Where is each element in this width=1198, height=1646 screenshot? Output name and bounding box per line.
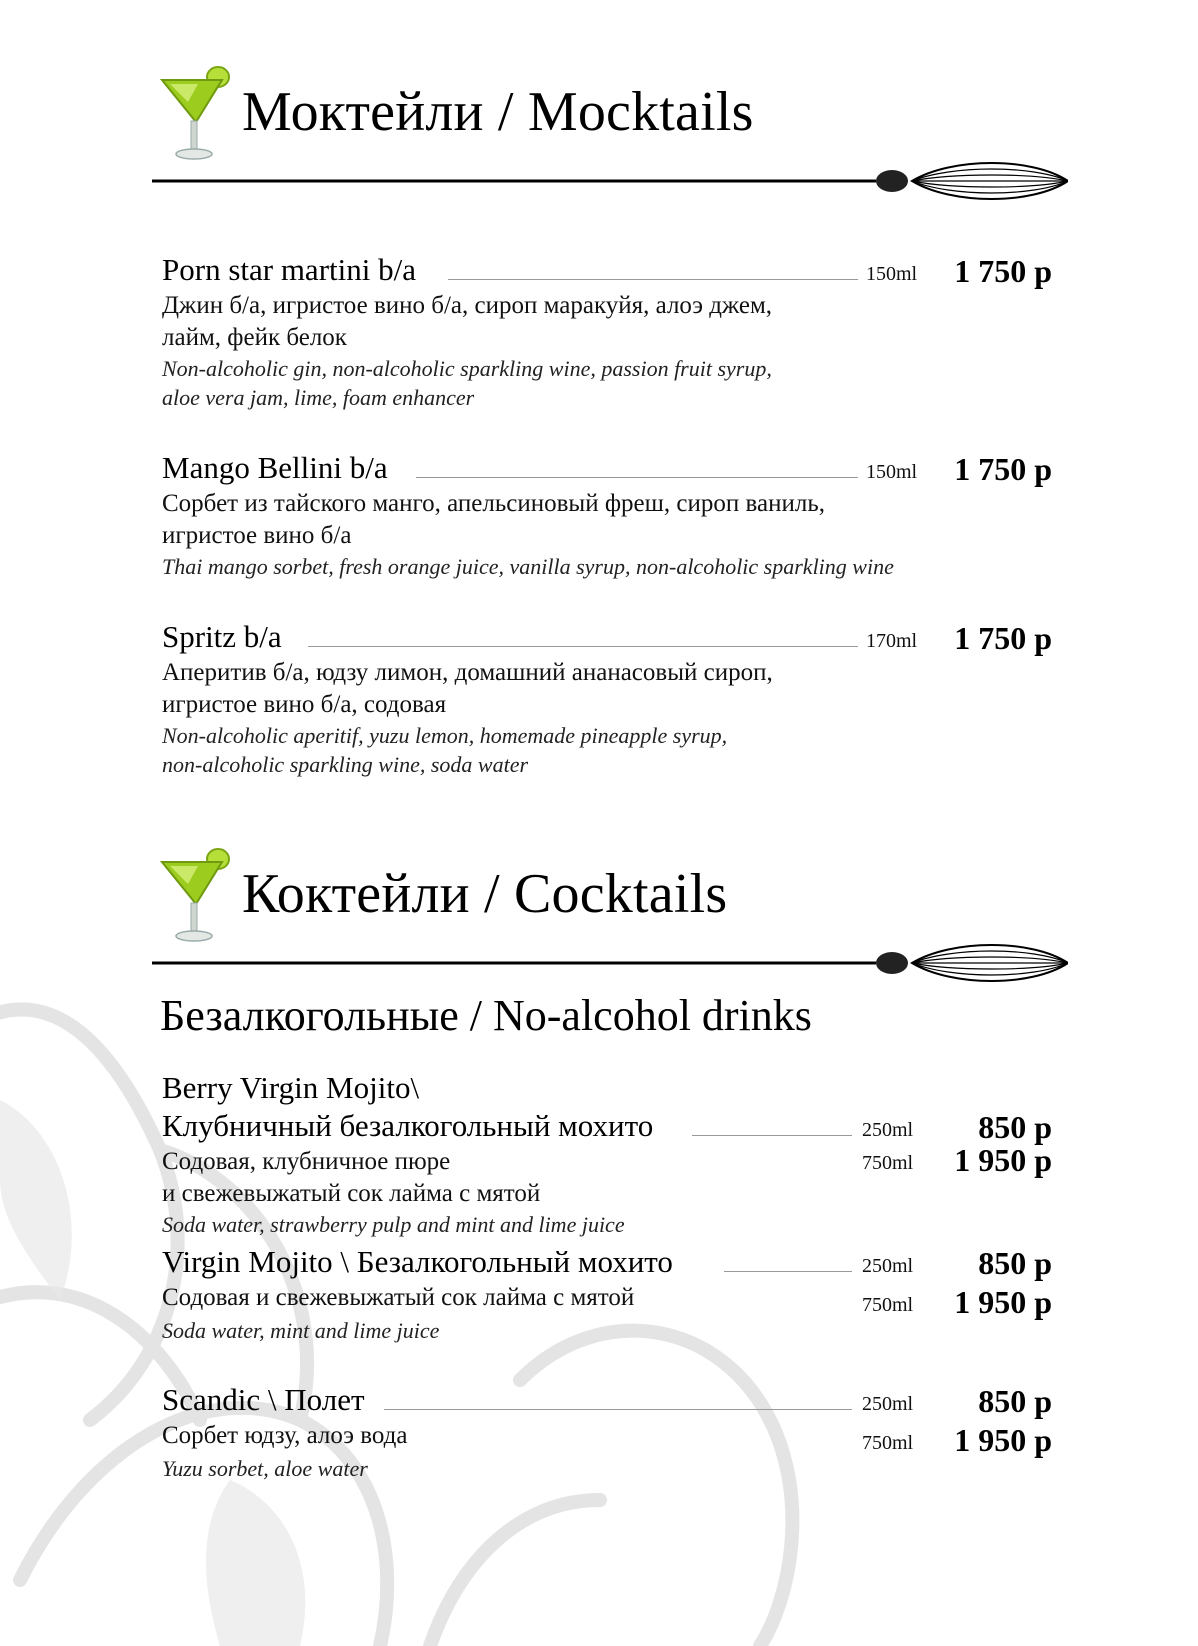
menu-item [162,1380,1052,1483]
dotted-leader [416,477,858,478]
menu-item [162,1070,1052,1239]
whisk-divider-icon [152,161,1068,201]
item-name: Porn star martini b/a [162,252,416,287]
item-volume-large: 750ml [862,1432,914,1454]
item-description-ru: Содовая и свежевыжатый сок лайма с мятой [162,1284,635,1311]
item-description-ru: Сорбет юдзу, алоэ вода [162,1422,408,1449]
margarita-glass-icon [158,66,232,162]
item-price: 1 750 р [954,620,1052,656]
dotted-leader [692,1135,852,1136]
item-volume-large: 750ml [862,1294,914,1316]
item-volume: 250ml [862,1255,914,1277]
item-price: 1 750 р [954,253,1052,289]
item-volume: 150ml [866,263,918,285]
item-price-large: 1 950 р [954,1142,1052,1178]
item-price-large: 1 950 р [954,1422,1052,1458]
dotted-leader [448,279,858,280]
item-description-ru: Содовая, клубничное пюре и свежевыжатый сок лайма с мятой [162,1148,541,1207]
whisk-divider-icon [152,943,1068,983]
item-price: 1 750 р [954,451,1052,487]
dotted-leader [308,646,858,647]
item-name: Клубничный безалкогольный мохито [162,1108,654,1143]
item-description-ru: Сорбет из тайского манго, апельсиновый фреш, сироп ваниль, игристое вино б/а [162,490,825,549]
item-description-ru: Аперитив б/а, юдзу лимон, домашний ананасовый сироп, игристое вино б/а, содовая [162,659,773,718]
section-cocktails-header [158,848,1078,998]
item-description-en: Soda water, strawberry pulp and mint and lime juice [162,1212,625,1237]
item-name-line1: Berry Virgin Mojito\ [162,1070,420,1105]
section-title: Моктейли / Mocktails [242,81,754,143]
item-volume: 250ml [862,1393,914,1415]
item-volume-large: 750ml [862,1152,914,1174]
item-volume: 250ml [862,1119,914,1141]
item-volume: 150ml [866,461,918,483]
item-description-en: Soda water, mint and lime juice [162,1318,440,1343]
item-name: Mango Bellini b/a [162,450,388,485]
dotted-leader [724,1271,852,1272]
menu-item [162,617,1052,779]
section-title: Коктейли / Cocktails [242,863,728,925]
subheading-no-alcohol: Безалкогольные / No-alcohol drinks [160,991,812,1040]
item-volume: 170ml [866,630,918,652]
item-price: 850 р [978,1245,1052,1281]
item-price-large: 1 950 р [954,1284,1052,1320]
dotted-leader [384,1409,852,1410]
menu-item [162,448,1052,581]
item-price: 850 р [978,1109,1052,1145]
margarita-glass-icon [158,848,232,944]
menu-item [162,250,1052,412]
item-description-en: Non-alcoholic aperitif, yuzu lemon, homemade pineapple syrup, non-alcoholic sparkling wine, soda water [162,723,728,777]
item-description-ru: Джин б/а, игристое вино б/а, сироп маракуйя, алоэ джем, лайм, фейк белок [162,292,773,351]
item-price: 850 р [978,1383,1052,1419]
section-mocktails-header [158,66,1078,216]
item-name: Scandic \ Полет [162,1382,365,1417]
item-name: Spritz b/a [162,619,282,654]
item-description-en: Thai mango sorbet, fresh orange juice, vanilla syrup, non-alcoholic sparkling wine [162,554,894,579]
item-description-en: Non-alcoholic gin, non-alcoholic sparkling wine, passion fruit syrup, aloe vera jam, lime, foam enhancer [162,356,772,410]
item-description-en: Yuzu sorbet, aloe water [162,1456,368,1481]
menu-item [162,1242,1052,1345]
item-name: Virgin Mojito \ Безалкогольный мохито [162,1244,673,1279]
